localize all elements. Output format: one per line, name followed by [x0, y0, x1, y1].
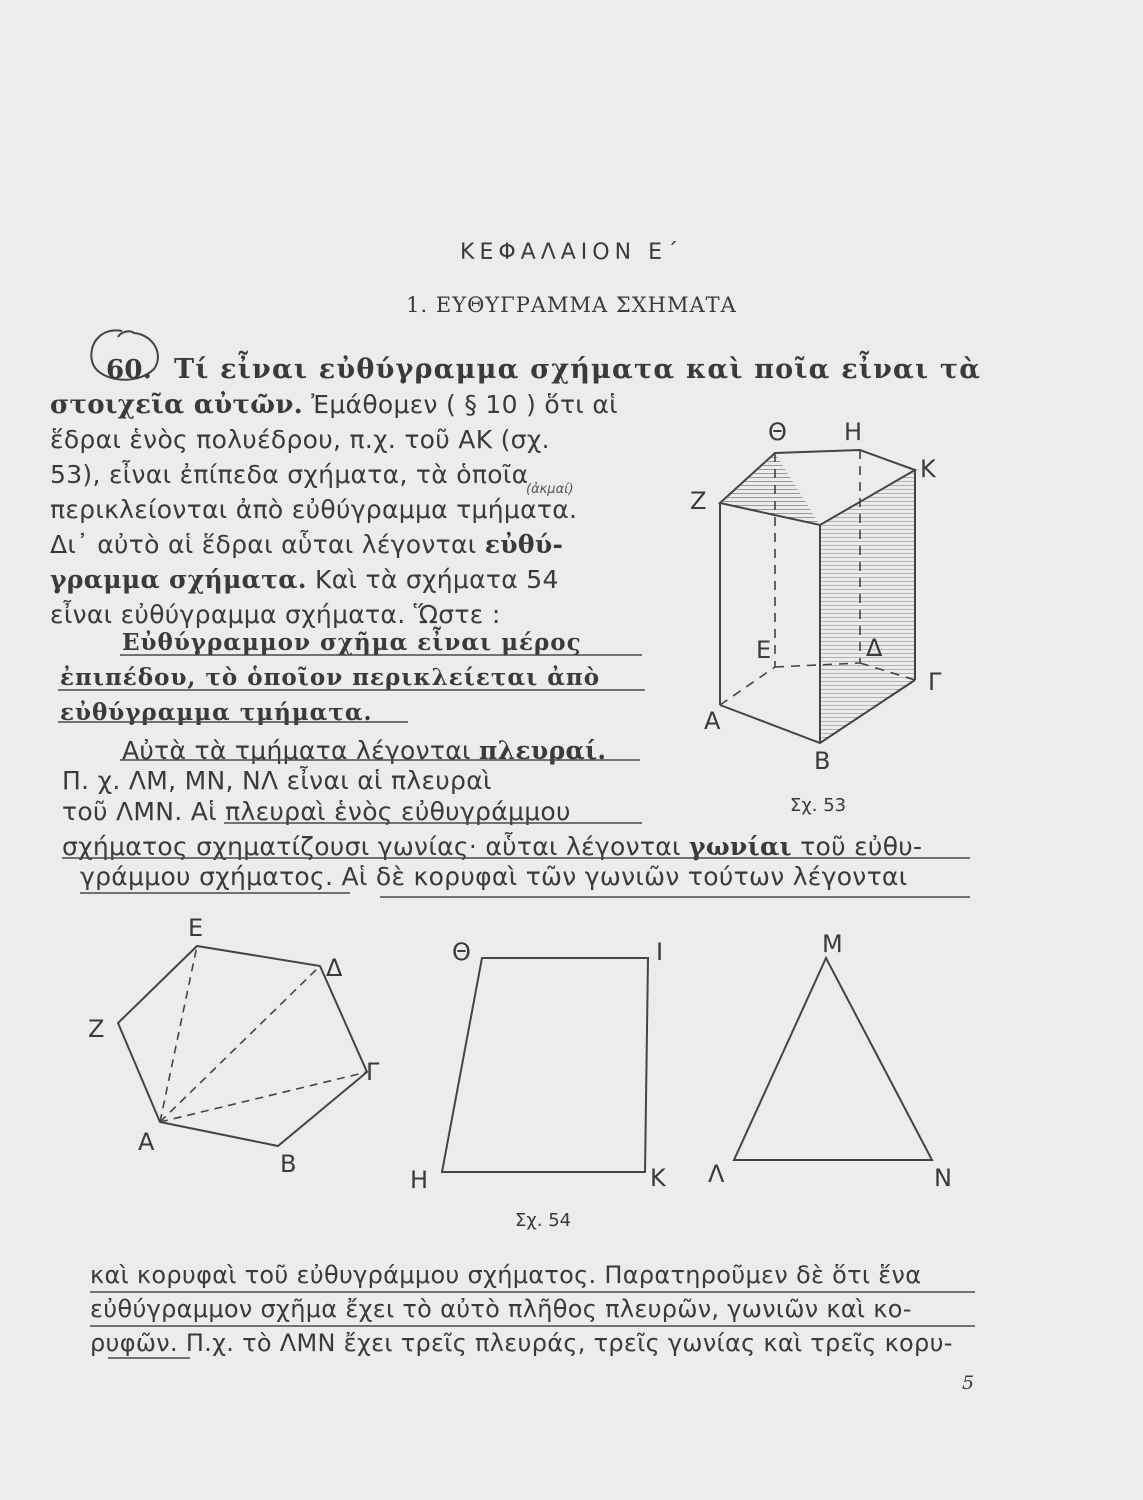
- section-title: 1. ΕΥΘΥΓΡΑΜΜΑ ΣΧΗΜΑΤΑ: [406, 293, 737, 317]
- fig54-tri-label-nu: Ν: [934, 1164, 952, 1192]
- text-line-3: περικλείονται ἀπὸ εὐθύγραμμα τμήματα.: [50, 495, 578, 524]
- fig54-quad-label-theta: Θ: [452, 938, 471, 966]
- angles-bold: γωνίαι: [689, 832, 792, 861]
- fig54-caption: Σχ. 54: [515, 1210, 572, 1231]
- figure-53-prism: [680, 405, 970, 816]
- paragraph-number: 60.: [106, 355, 153, 385]
- text-line-5-a: Καὶ τὰ σχήματα 54: [306, 565, 559, 594]
- fig54-quad-label-kappa: Κ: [650, 1164, 666, 1192]
- definition-line-2: ἐπιπέδου, τὸ ὁποῖον περικλείεται ἀπὸ: [60, 664, 601, 691]
- handwritten-note: (ἀκμαί): [526, 482, 574, 497]
- fig54-tri-label-lambda: Λ: [708, 1160, 725, 1188]
- sides-bold: πλευραί.: [479, 736, 607, 765]
- sides-line-5: γράμμου σχήματος. Αἱ δὲ κορυφαὶ τῶν γωνιῶν τούτων λέγονται: [80, 862, 908, 891]
- bottom-line-2: εὐθύγραμμον σχῆμα ἔχει τὸ αὐτὸ πλῆθος πλευρῶν, γωνιῶν καὶ κο-: [90, 1295, 912, 1323]
- figure-54-hexagon: [80, 910, 390, 1180]
- fig54-hex-label-beta: Β: [280, 1150, 297, 1178]
- text-line-5-bold: γραμμα σχήματα.: [50, 565, 307, 594]
- fig53-label-theta: Θ: [768, 418, 787, 446]
- fig54-hex-label-delta: Δ: [326, 954, 343, 982]
- definition-line-3: εὐθύγραμμα τμήματα.: [60, 699, 373, 726]
- page-number: 5: [962, 1372, 975, 1394]
- figure-54-triangle: [700, 920, 970, 1200]
- fig53-caption: Σχ. 53: [790, 795, 847, 816]
- question-line-1: Τί εἶναι εὐθύγραμμα σχήματα καὶ ποῖα εἶναι τὰ: [174, 354, 982, 385]
- bottom-line-3: ρυφῶν. Π.χ. τὸ ΛΜΝ ἔχει τρεῖς πλευράς, τρεῖς γωνίας καὶ τρεῖς κορυ-: [90, 1329, 953, 1357]
- fig54-quad-label-eta: Η: [410, 1166, 429, 1194]
- bottom-line-1: καὶ κορυφαὶ τοῦ εὐθυγράμμου σχήματος. Παρατηροῦμεν δὲ ὅτι ἕνα: [90, 1261, 922, 1289]
- chapter-title: ΚΕΦΑΛΑΙΟΝ Ε΄: [460, 240, 683, 265]
- sides-line-4-a: σχήματος σχηματίζουσι γωνίας· αὗται λέγονται: [62, 832, 690, 861]
- fig53-label-delta: Δ: [866, 634, 883, 662]
- fig54-hex-label-zeta: Ζ: [88, 1015, 105, 1043]
- sides-line-1-a: Αὐτὰ τὰ τμήματα λέγονται: [122, 736, 479, 765]
- text-line-2: 53), εἶναι ἐπίπεδα σχήματα, τὰ ὁποῖα: [50, 460, 529, 489]
- text-line-6: εἶναι εὐθύγραμμα σχήματα. Ὥστε :: [50, 600, 501, 629]
- definition-line-1: Εὐθύγραμμον σχῆμα εἶναι μέρος: [122, 629, 582, 656]
- fig53-label-gamma: Γ: [928, 668, 942, 696]
- text-line-4-bold: εὐθύ-: [484, 530, 564, 559]
- text-line-1: ἕδραι ἑνὸς πολυέδρου, π.χ. τοῦ ΑΚ (σχ.: [50, 425, 550, 454]
- fig53-label-beta: Β: [814, 747, 831, 775]
- figure-54-quadrilateral: [400, 920, 690, 1200]
- fig53-label-epsilon: Ε: [756, 636, 772, 664]
- fig53-label-kappa: Κ: [920, 455, 936, 483]
- sides-line-2: Π. χ. ΛΜ, ΜΝ, ΝΛ εἶναι αἱ πλευραὶ: [62, 766, 492, 795]
- fig53-label-zeta: Ζ: [690, 487, 707, 515]
- fig53-label-eta: Η: [844, 418, 863, 446]
- fig54-hex-label-epsilon: Ε: [188, 914, 204, 942]
- text-line-4-a: Δι᾽ αὐτὸ αἱ ἕδραι αὗται λέγονται: [50, 530, 485, 559]
- fig54-tri-label-mu: Μ: [822, 930, 843, 958]
- fig54-quad-label-iota: Ι: [656, 938, 664, 966]
- sides-line-3: τοῦ ΛΜΝ. Αἱ πλευραὶ ἑνὸς εὐθυγράμμου: [62, 797, 571, 826]
- fig54-hex-label-gamma: Γ: [366, 1058, 380, 1086]
- sides-line-4-c: τοῦ εὐθυ-: [791, 832, 923, 861]
- question-bold: στοιχεῖα αὐτῶν.: [50, 390, 304, 420]
- fig53-label-alpha: Α: [704, 707, 721, 735]
- question-rest: Ἐμάθομεν ( § 10 ) ὅτι αἱ: [303, 390, 618, 419]
- fig54-hex-label-alpha: Α: [138, 1128, 155, 1156]
